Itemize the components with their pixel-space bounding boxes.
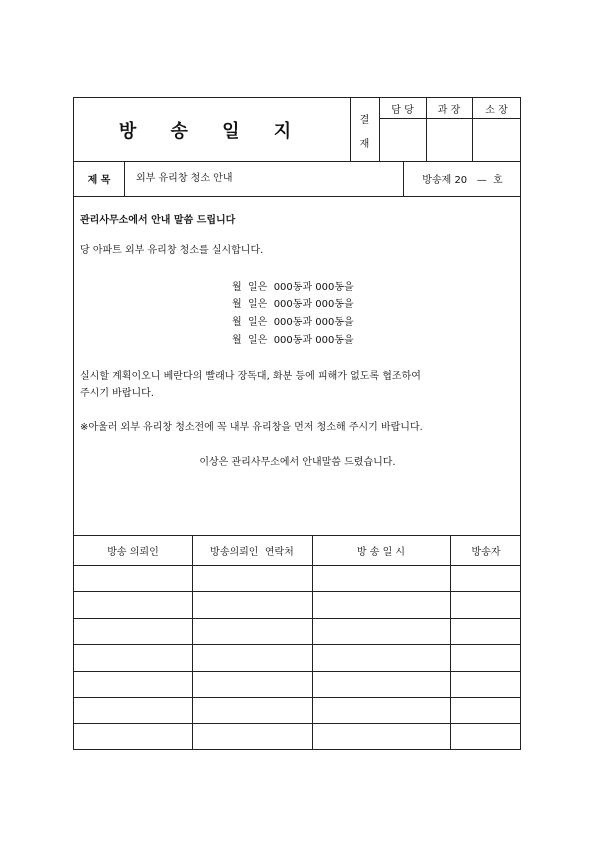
approver-director: 소 장 [485, 104, 508, 116]
approval-label: 결 [359, 114, 370, 126]
schedule-line: 월 일은 000동과 000동을 [232, 317, 354, 328]
table-header-broadcast-datetime: 방 송 일 시 [356, 546, 406, 558]
table-header-requester: 방송 의뢰인 [107, 546, 159, 558]
table-row[interactable] [74, 592, 521, 618]
broadcast-log-form [73, 97, 521, 750]
approver-staff: 담 당 [391, 104, 414, 116]
additional-note: ※아울러 외부 유리창 청소전에 꼭 내부 유리창을 먼저 청소해 주시기 바랍니다. [80, 422, 423, 433]
schedule-line: 월 일은 000동과 000동을 [232, 335, 354, 346]
notice-line: 주시기 바랍니다. [80, 388, 154, 399]
signature-box-director[interactable] [473, 119, 520, 160]
table-row[interactable] [74, 724, 521, 749]
content-intro: 당 아파트 외부 유리창 청소를 실시합니다. [80, 245, 264, 256]
table-row[interactable] [74, 619, 521, 644]
signature-box-staff[interactable] [380, 119, 425, 160]
divider [74, 196, 521, 197]
subject-label: 제 목 [87, 175, 111, 186]
closing-text: 이상은 관리사무소에서 안내말씀 드렸습니다. [199, 457, 396, 468]
page-title: 방 송 일 지 [118, 120, 306, 142]
table-row[interactable] [74, 698, 521, 723]
signature-box-manager[interactable] [427, 119, 471, 160]
approval-label: 재 [359, 138, 370, 150]
subject-value: 외부 유리창 청소 안내 [136, 173, 233, 184]
approver-manager: 과 장 [437, 104, 461, 116]
divider [124, 161, 125, 196]
schedule-line: 월 일은 000동과 000동을 [232, 299, 354, 310]
notice-line: 실시할 계획이오니 베란다의 빨래나 장독대, 화분 등에 피해가 없도록 협조하여 [80, 371, 421, 382]
table-header-broadcaster: 방송자 [471, 546, 501, 558]
table-row[interactable] [74, 672, 521, 697]
table-header-requester-contact: 방송의뢰인 연락처 [210, 546, 294, 558]
broadcast-number: 방송제 20 — 호 [422, 175, 503, 186]
table-row[interactable] [74, 645, 521, 671]
schedule-line: 월 일은 000동과 000동을 [232, 282, 354, 293]
table-row[interactable] [74, 566, 521, 591]
content-heading: 관리사무소에서 안내 말씀 드립니다 [80, 215, 236, 226]
